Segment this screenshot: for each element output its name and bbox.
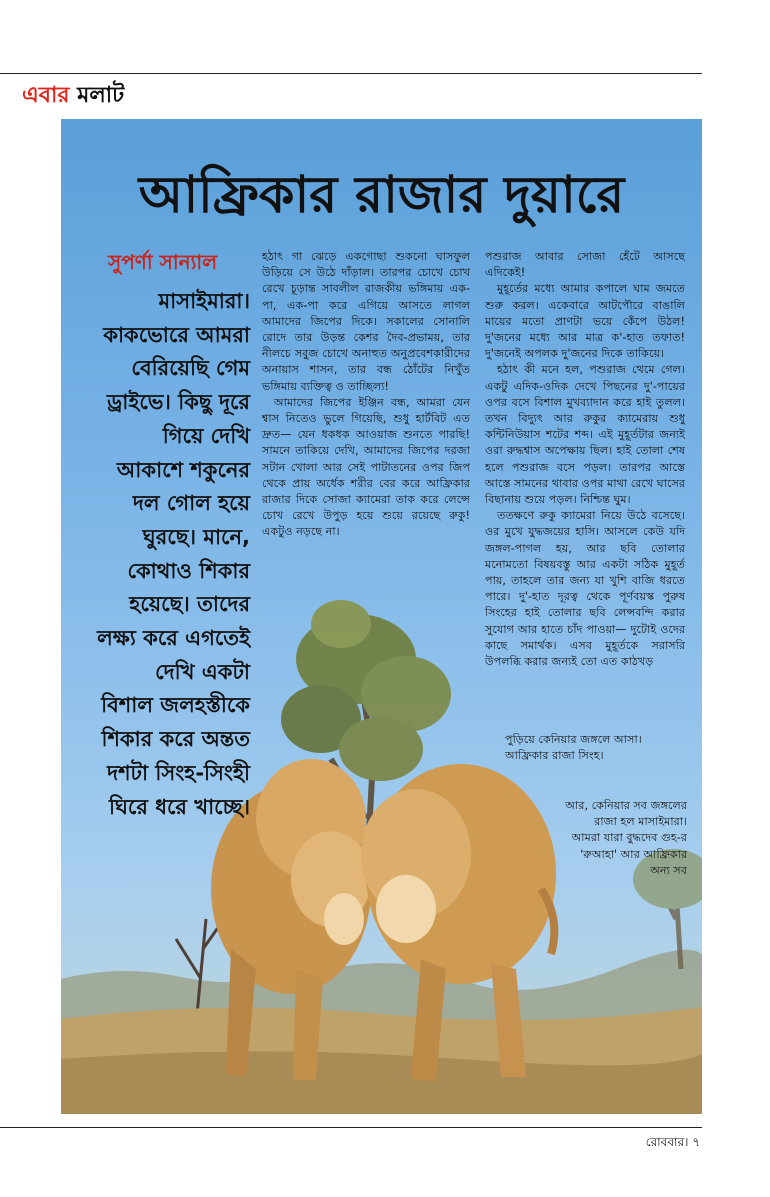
body-column-3 (485, 249, 685, 670)
body-column-3-continued: পুড়িয়ে কেনিয়ার জঙ্গলে আসা। আফ্রিকার রাজা সিংহ। (505, 733, 642, 763)
paragraph: ততক্ষণে রুকু ক্যামেরা নিয়ে উঠে বসেছে। ওর মুখে যুদ্ধজয়ের হাসি। আসলে কেউ যদি জঙ্গল-পাগল হয়, আর ছবি তোলার মনোমতো বিষয়বস্তু আর একটা সঠিক মুহূর্ত পায়, তাহলে তার জন্য যা খুশি বাজি ধরতে পারে। দু'-হাত দূরত্ব থেকে পূর্ণবয়স্ক পুরুষ সিংহের হাই তোলার ছবি লেন্সবন্দি করার সুযোগ আর হাতে চাঁদ পাওয়া— দুটোই ওদের কাছে সমার্থক। এসব মুহূর্তকে সরাসরি উপলব্ধি করার জন্যই তো এত কাঠখড় (485, 509, 685, 669)
paragraph: হঠাৎ কী মনে হল, পশুরাজ থেমে গেল। একটু এদিক-ওদিক দেখে পিছনের দু'-পায়ের ওপর বসে বিশাল মুখব্যাদান করে হাই তুলল। তখন বিদ্যুৎ আর রুকুর ক্যামেরায় শুধু কন্টিনিউয়াস শটের শব্দ। এই মুহূর্তটার জন্যই ওরা রুদ্ধশ্বাস অপেক্ষায় ছিল। হাই তোলা শেষ হলে পশুরাজ বসে পড়ল। তারপর আস্তে আস্তে সামনের থাবার ওপর মাথা রেখে ঘাসের বিছানায় শুয়ে পড়ল। নিশ্চিন্ত ঘুম। (485, 363, 685, 507)
body-column-2 (262, 249, 470, 541)
section-header (22, 82, 124, 110)
page-folio: রোববার। ৭ (645, 1135, 700, 1149)
body-column-3-tail: আর, কেনিয়ার সব জঙ্গলের রাজা হল মাসাইমারা। আমরা যারা বুদ্ধদেব গুহ-র 'রুআহা' আর আফ্রিকার অন্য সব (565, 799, 687, 877)
paragraph: হঠাৎ গা ঝেড়ে একগোছা শুকনো ঘাসফুল উড়িয়ে সে উঠে দাঁড়াল। তারপর চোখে চোখ রেখে চূড়ান্ত সাবলীল রাজকীয় ভঙ্গিমায় এক-পা, এক-পা করে এগিয়ে আসতে লাগল আমাদের জিপের দিকে। সকালের সোনালি রোদে তার উড়ন্ত কেশর দৈব-প্রভাময়, তার নীলচে সবুজ চোখে অনাহুত অনুপ্রবেশকারীদের অনায়াস শাসন, তার বন্ধ ঠোঁটের নিখুঁত ভঙ্গিমায় ব্যক্তিত্ব ও তাচ্ছিল্য! (262, 250, 470, 393)
bottom-rule (0, 1127, 702, 1128)
headline: আফ্রিকার রাজার দুয়ারে (138, 165, 625, 225)
section-kicker: এবার (22, 83, 70, 108)
section-name: মলাট (77, 83, 125, 108)
lead-paragraph: মাসাইমারা। কাকভোরে আমরা বেরিয়েছি গেম ড্রাইভে। কিছু দূরে গিয়ে দেখি আকাশে শকুনের দল গোল হয়ে ঘুরছে। মানে, কোথাও শিকার হয়েছে। তাদের লক্ষ্য করে এগতেই দেখি একটা বিশাল জলহস্তীকে শিকার করে অন্তত দশটা সিংহ-সিংহী ঘিরে ধরে খাচ্ছে। (97, 289, 250, 819)
paragraph: আমাদের জিপের ইঞ্জিন বন্ধ, আমরা যেন শ্বাস নিতেও ভুলে গিয়েছি, শুধু হার্টবিট এত দ্রুত— যেন ধকধক আওয়াজ শুনতে পারছি! সামনে তাকিয়ে দেখি, আমাদের জিপের দরজা সটান খোলা আর সেই পাটাতনের ওপর জিপ থেকে প্রায় অর্ধেক শরীর বের করে আফ্রিকার রাজার দিকে সোজা ক্যামেরা তাক করে লেন্সে চোখ রেখে উপুড় হয়ে শুয়ে রয়েছে রুকু! একটুও নড়ছে না। (262, 395, 470, 539)
top-rule (0, 73, 702, 74)
paragraph: পশুরাজ আবার সোজা হেঁটে আসছে এদিকেই! (485, 250, 685, 280)
byline: সুপর্ণা সান্যাল (108, 250, 218, 274)
paragraph: মুহূর্তের মধ্যে আমার কপালে ঘাম জমতে শুরু করল। একেবারে আটপৌরে বাঙালি মায়ের মতো প্রাণটা ভয়ে কেঁপে উঠল! দু'জনের মধ্যে আর মাত্র ক'-হাত তফাত! দু'জনেই অপলক দু'জনের দিকে তাকিয়ে। (485, 282, 685, 361)
